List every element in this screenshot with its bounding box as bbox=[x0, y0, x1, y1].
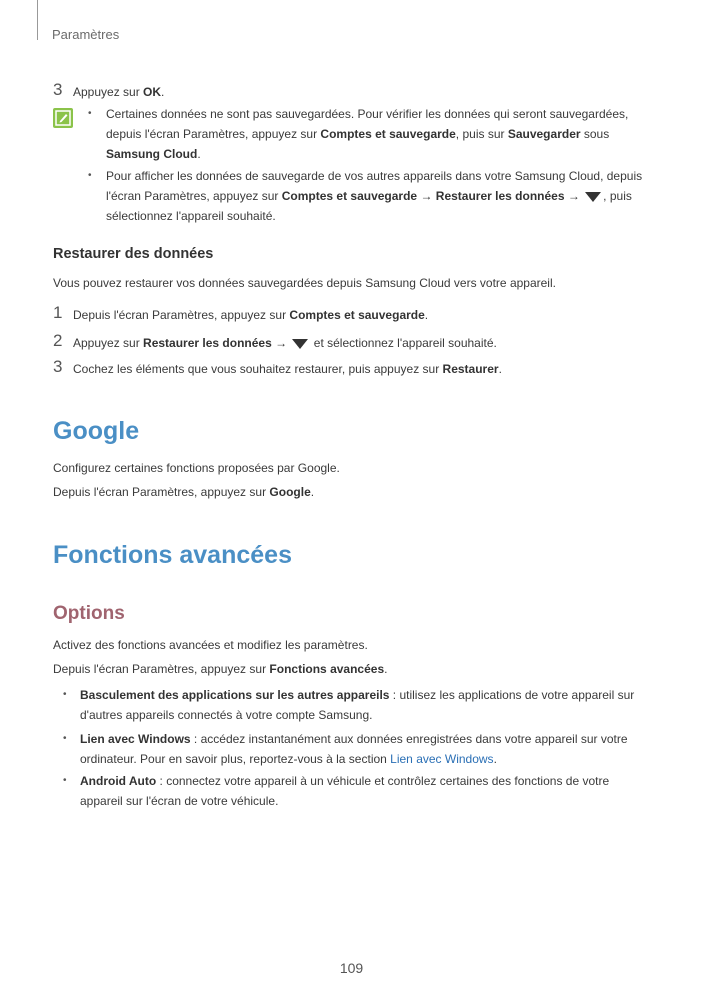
step-number: 2 bbox=[53, 331, 63, 350]
running-header: Paramètres bbox=[52, 27, 120, 42]
dropdown-arrow-icon bbox=[585, 192, 601, 202]
list-item: Lien avec Windows : accédez instantanément aux données enregistrées dans votre appareil sur votre ordinateur. Pour en savoir plus, reportez-vous à la section Lien avec Windows. bbox=[80, 732, 628, 766]
bullet-icon: • bbox=[63, 733, 67, 744]
note-icon bbox=[53, 108, 73, 128]
restore-step-2: Appuyez sur Restaurer les données → et sélectionnez l'appareil souhaité. bbox=[73, 336, 497, 350]
section-heading: Restaurer des données bbox=[53, 246, 214, 262]
dropdown-arrow-icon bbox=[292, 339, 308, 349]
advanced-heading: Fonctions avancées bbox=[53, 541, 292, 569]
advanced-path: Depuis l'écran Paramètres, appuyez sur Fonctions avancées. bbox=[53, 662, 388, 676]
bullet-icon: • bbox=[88, 170, 92, 181]
page-number: 109 bbox=[339, 960, 364, 976]
restore-step-3: Cochez les éléments que vous souhaitez restaurer, puis appuyez sur Restaurer. bbox=[73, 362, 502, 376]
bullet-icon: • bbox=[63, 775, 67, 786]
step-number: 3 bbox=[53, 357, 63, 376]
bullet-icon: • bbox=[63, 689, 67, 700]
list-item: Android Auto : connectez votre appareil à un véhicule et contrôlez certaines des fonctions de votre appareil sur l'écran de votre véhicule. bbox=[80, 774, 610, 808]
step-number: 3 bbox=[53, 80, 63, 99]
options-heading: Options bbox=[53, 603, 125, 624]
margin-rule bbox=[37, 0, 38, 40]
advanced-intro: Activez des fonctions avancées et modifiez les paramètres. bbox=[53, 638, 368, 652]
restore-step-1: Depuis l'écran Paramètres, appuyez sur Comptes et sauvegarde. bbox=[73, 308, 429, 322]
bullet-icon: • bbox=[88, 108, 92, 119]
google-intro: Configurez certaines fonctions proposées par Google. bbox=[53, 461, 340, 475]
google-heading: Google bbox=[53, 417, 140, 445]
step-number: 1 bbox=[53, 303, 63, 322]
restore-intro: Vous pouvez restaurer vos données sauvegardées depuis Samsung Cloud vers votre appareil. bbox=[53, 276, 556, 290]
note-bullet-2: Pour afficher les données de sauvegarde de vos autres appareils dans votre Samsung Cloud, depuis l'écran Paramètres, appuyez sur Comptes et sauvegarde → Restaurer les données → , puis sélectionnez l'appareil souhaité. bbox=[106, 169, 643, 223]
windows-link[interactable]: Lien avec Windows bbox=[390, 752, 494, 766]
google-path: Depuis l'écran Paramètres, appuyez sur Google. bbox=[53, 485, 315, 499]
note-bullet-1: Certaines données ne sont pas sauvegardées. Pour vérifier les données qui seront sauvegardées, depuis l'écran Paramètres, appuyez sur Comptes et sauvegarde, puis sur Sauvegarder sous Samsung Cloud. bbox=[106, 107, 629, 161]
list-item: Basculement des applications sur les autres appareils : utilisez les applications de votre appareil sur d'autres appareils connectés à votre compte Samsung. bbox=[80, 688, 635, 722]
step-3-ok: Appuyez sur OK. bbox=[73, 85, 165, 99]
